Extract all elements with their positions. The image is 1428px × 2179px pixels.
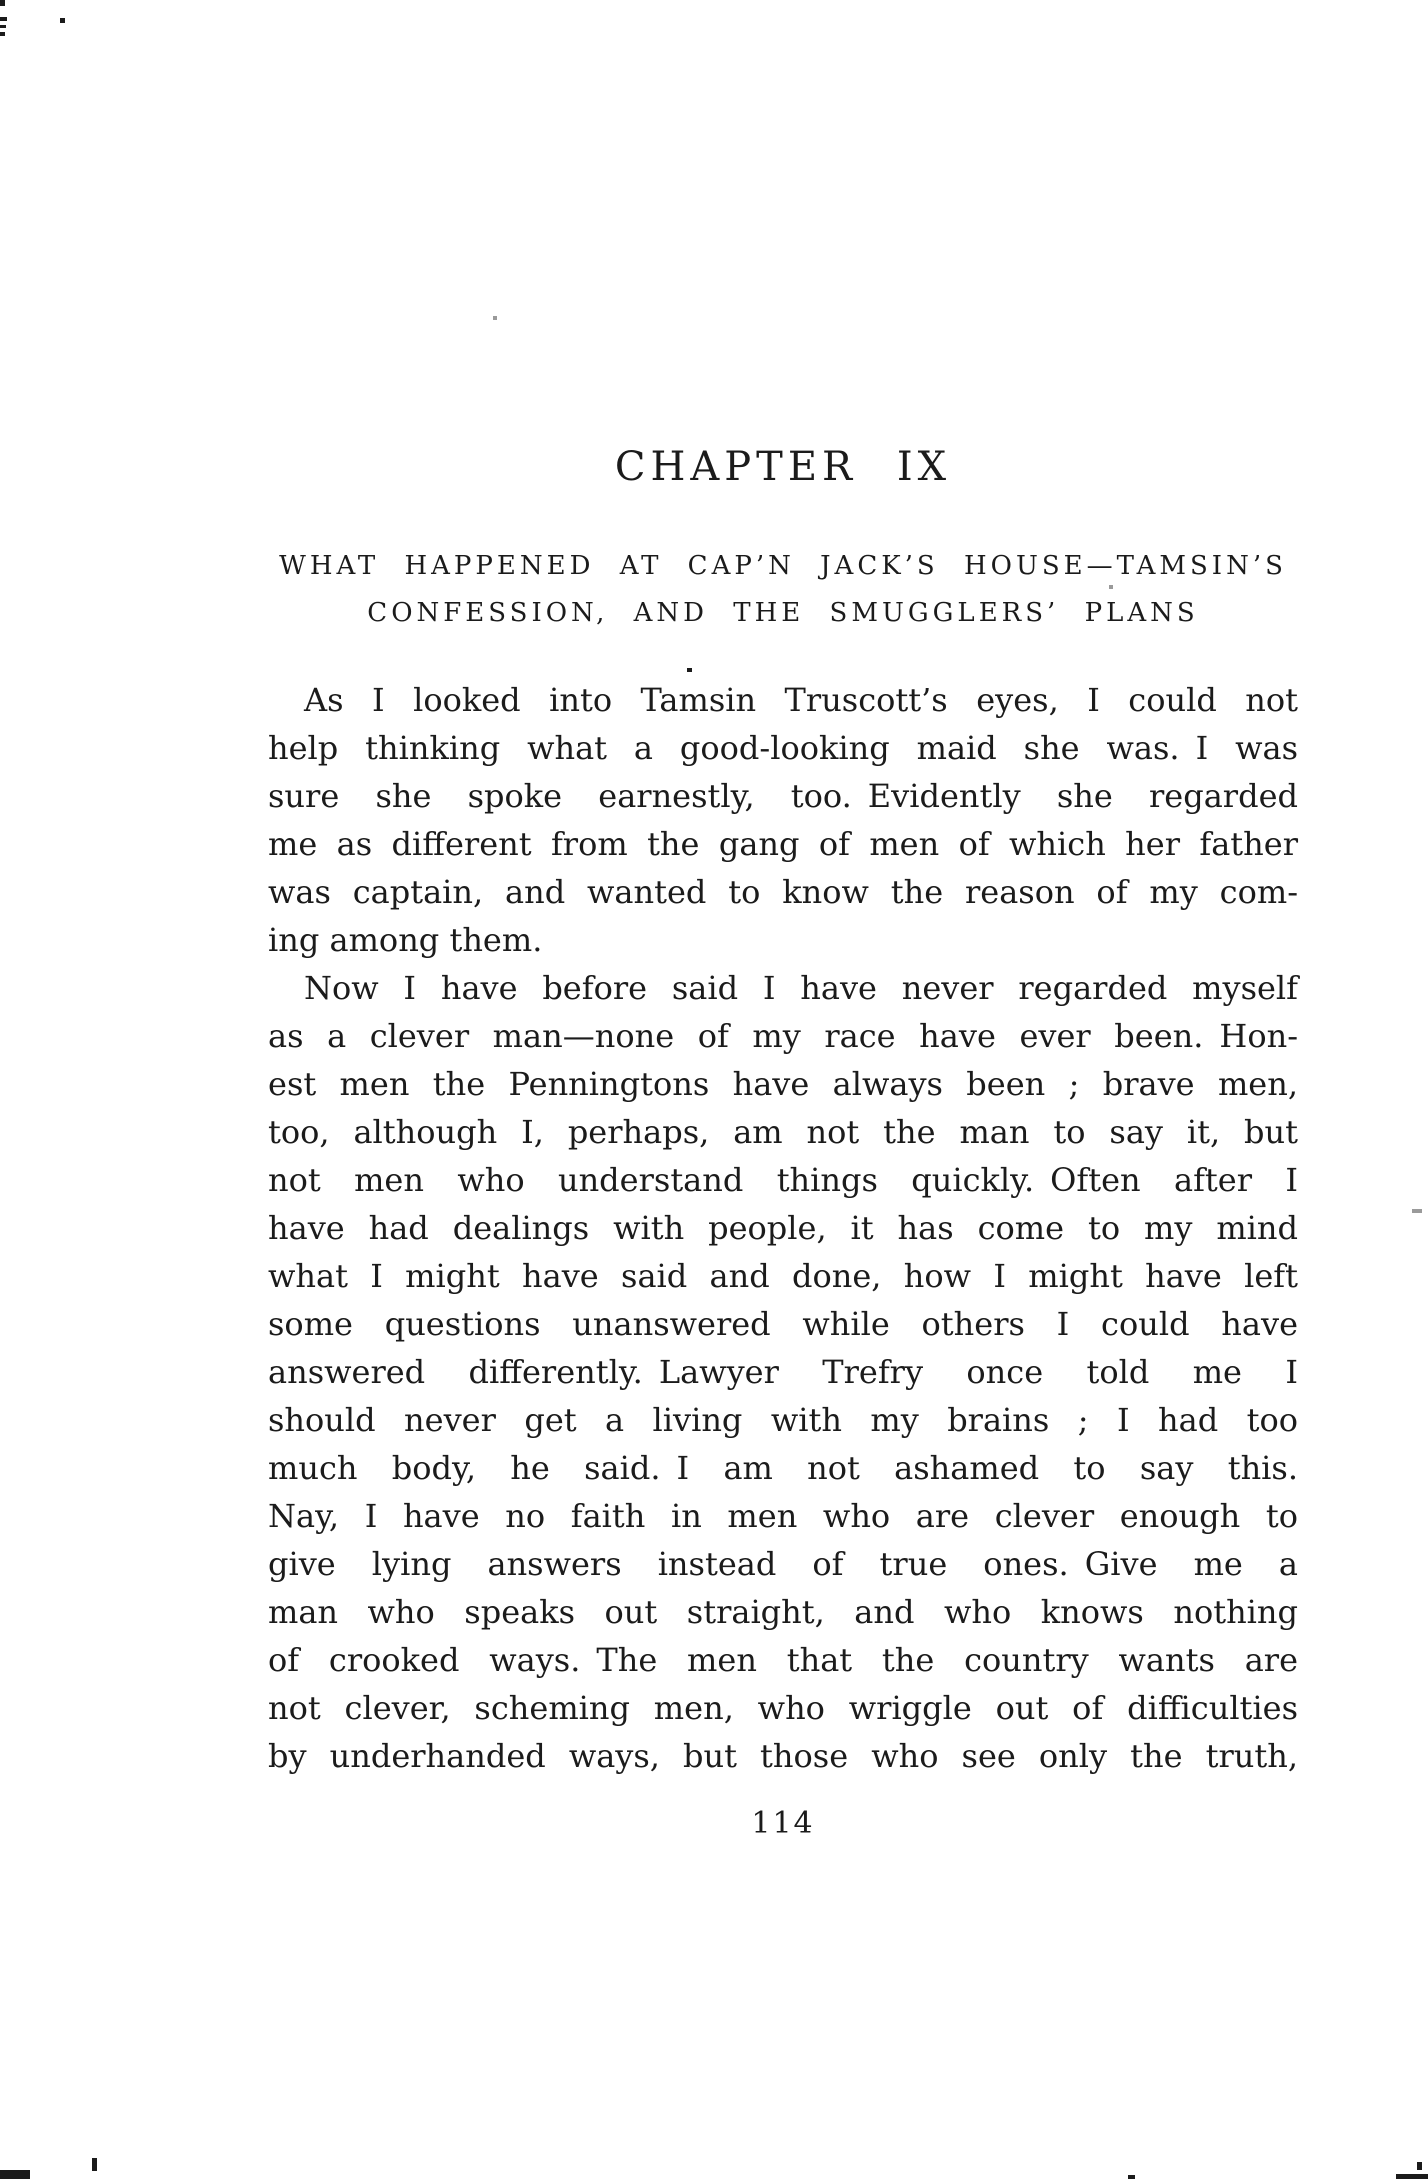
scan-artifact — [493, 316, 497, 320]
scan-artifact — [1417, 2162, 1422, 2170]
text-line: As I looked into Tamsin Truscott’s eyes, I could not — [304, 681, 1298, 719]
scan-artifact — [1412, 1209, 1422, 1213]
scan-artifact — [1128, 2175, 1135, 2179]
subtitle-line-2: CONFESSION, AND THE SMUGGLERS’ PLANS — [367, 598, 1199, 628]
chapter-subtitle — [250, 543, 1316, 637]
text-line: help thinking what a good-looking maid she was. I was — [268, 729, 1298, 767]
subtitle-line-1: WHAT HAPPENED AT CAP’N JACK’S HOUSE—TAMSIN’S — [279, 551, 1287, 581]
scan-artifact — [92, 2158, 97, 2171]
scan-artifact — [0, 17, 7, 21]
body-text — [268, 676, 1298, 1780]
chapter-heading: CHAPTER IX — [614, 444, 952, 490]
scan-artifact — [1396, 2174, 1428, 2179]
text-line: as a clever man—none of my race have ever been. Hon- — [268, 1017, 1298, 1055]
text-line: by underhanded ways, but those who see only the truth, — [268, 1737, 1298, 1775]
text-line: of crooked ways. The men that the country wants are — [268, 1641, 1298, 1679]
scan-artifact — [1109, 585, 1113, 589]
text-line: what I might have said and done, how I might have left — [268, 1257, 1298, 1295]
scan-artifact — [0, 32, 5, 36]
text-line: some questions unanswered while others I could have — [268, 1305, 1298, 1343]
text-line: est men the Penningtons have always been ; brave men, — [268, 1065, 1298, 1103]
text-line: give lying answers instead of true ones. Give me a — [268, 1545, 1298, 1583]
text-line: Nay, I have no faith in men who are clever enough to — [268, 1497, 1298, 1535]
scan-artifact — [687, 668, 692, 672]
text-line: ing among them. — [268, 921, 543, 959]
text-line: not men who understand things quickly. Often after I — [268, 1161, 1298, 1199]
scan-artifact — [0, 2170, 30, 2179]
text-line: not clever, scheming men, who wriggle out of difficulties — [268, 1689, 1298, 1727]
text-line: sure she spoke earnestly, too. Evidently she regarded — [268, 777, 1298, 815]
page-number: 114 — [751, 1806, 815, 1841]
text-line: should never get a living with my brains ; I had too — [268, 1401, 1298, 1439]
text-line: Now I have before said I have never regarded myself — [304, 969, 1298, 1007]
paragraph — [268, 676, 1298, 964]
text-line: too, although I, perhaps, am not the man to say it, but — [268, 1113, 1298, 1151]
text-line: have had dealings with people, it has come to my mind — [268, 1209, 1298, 1247]
text-line: answered differently. Lawyer Trefry once told me I — [268, 1353, 1298, 1391]
scan-artifact — [60, 18, 65, 23]
text-line: me as different from the gang of men of which her father — [268, 825, 1298, 863]
scan-artifact — [0, 25, 6, 28]
text-line: much body, he said. I am not ashamed to say this. — [268, 1449, 1298, 1487]
scan-artifact — [0, 0, 5, 6]
paragraph — [268, 964, 1298, 1780]
text-line: man who speaks out straight, and who knows nothing — [268, 1593, 1298, 1631]
text-line: was captain, and wanted to know the reason of my com- — [268, 873, 1298, 911]
